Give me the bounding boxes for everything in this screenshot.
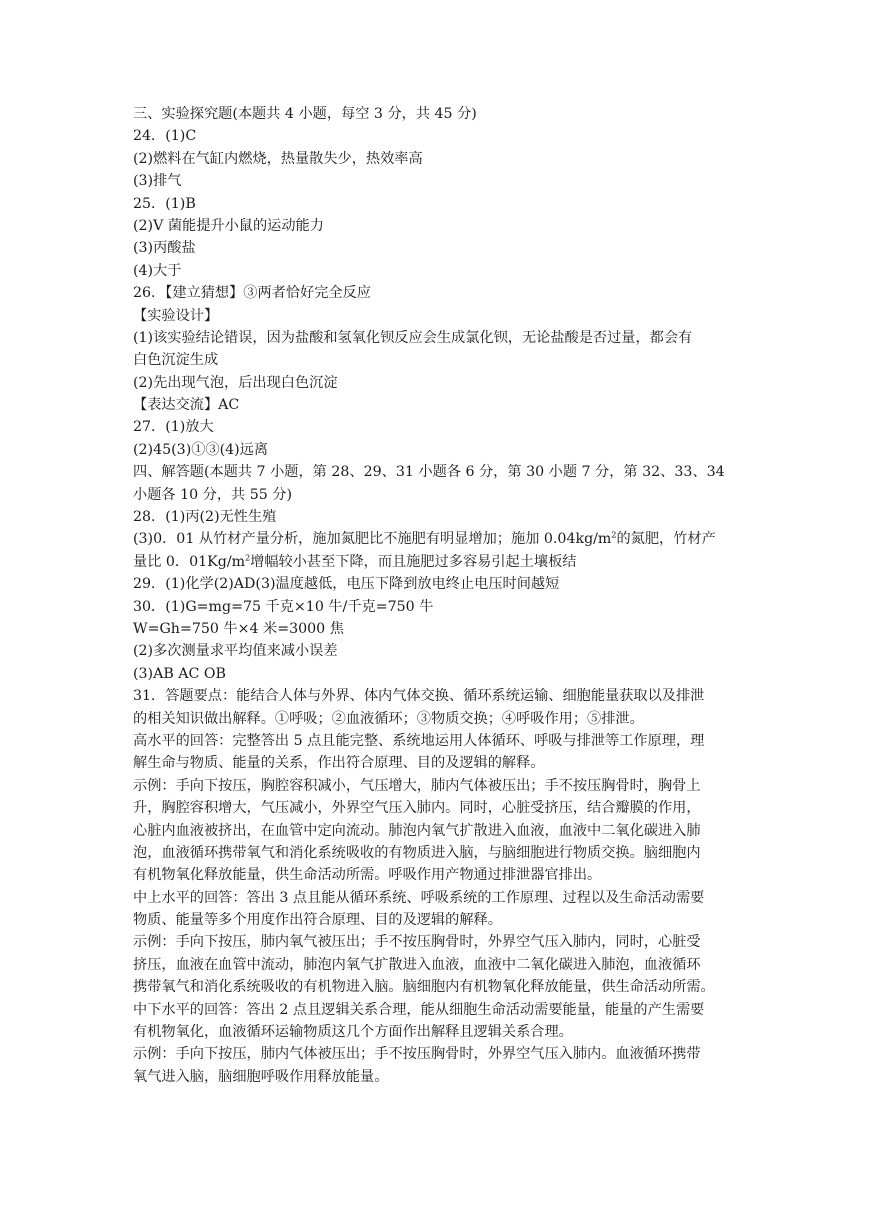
answer-line: 【实验设计】	[133, 307, 219, 324]
answer-line: 泡，血液循环携带氧气和消化系统吸收的有物质进入脑，与脑细胞进行物质交换。脑细胞内	[133, 844, 701, 861]
answer-line: (2)多次测量求平均值来减小误差	[133, 643, 338, 660]
section-heading-experiment: 三、实验探究题(本题共 4 小题，每空 3 分，共 45 分)	[133, 106, 477, 122]
answer-line: 25．(1)B	[133, 195, 196, 212]
answer-line: 【表达交流】AC	[133, 397, 240, 414]
answer-line: 心脏内血液被挤出，在血管中定向流动。肺泡内氧气扩散进入血液，血液中二氧化碳进入肺	[133, 822, 701, 839]
answer-line: (2)V 菌能提升小鼠的运动能力	[133, 217, 324, 234]
answer-line: 示例：手向下按压，肺内气体被压出；手不按压胸骨时，外界空气压入肺内。血液循环携带	[133, 1046, 701, 1063]
answer-line: 24．(1)C	[133, 128, 197, 145]
answer-line: (2)45(3)①③(4)远离	[133, 441, 269, 458]
answer-line: 26．【建立猜想】③两者恰好完全反应	[133, 285, 371, 302]
answer-line: 28．(1)丙(2)无性生殖	[133, 509, 277, 526]
answer-line: 有机物氧化，血液循环运输物质这几个方面作出解释且逻辑关系合理。	[133, 1024, 573, 1041]
answer-line: (4)大于	[133, 262, 182, 279]
answer-line: 31．答题要点：能结合人体与外界、体内气体交换、循环系统运输、细胞能量获取以及排泄	[133, 688, 705, 705]
answer-line: (3)排气	[133, 173, 182, 190]
q28-text-d: 增幅较小甚至下降，而且施肥过多容易引起土壤板结	[250, 553, 577, 570]
answer-line: (3)AB AC OB	[133, 665, 226, 682]
answer-line: 高水平的回答：完整答出 5 点且能完整、系统地运用人体循环、呼吸与排泄等工作原理，理	[133, 732, 705, 749]
answer-line: W=Gh=750 牛×4 米=3000 焦	[133, 620, 344, 637]
q28-text-c: 量比 0．01Kg/m	[133, 553, 246, 570]
answer-text	[133, 103, 743, 1088]
answer-line: 氧气进入脑，脑细胞呼吸作用释放能量。	[133, 1068, 389, 1085]
section-heading-solutions-cont: 小题各 10 分，共 55 分)	[133, 486, 292, 503]
section-heading-solutions: 四、解答题(本题共 7 小题，第 28、29、31 小题各 6 分，第 30 小题 7 分，第 32、33、34	[133, 464, 725, 481]
answer-line: 白色沉淀生成	[133, 352, 219, 369]
answer-line: 升，胸腔容积增大，气压减小，外界空气压入肺内。同时，心脏受挤压，结合瓣膜的作用，	[133, 800, 701, 817]
answer-line: (2)先出现气泡，后出现白色沉淀	[133, 374, 338, 391]
answer-line: 物质、能量等多个用度作出符合原理、目的及逻辑的解释。	[133, 912, 502, 929]
answer-line: 解生命与物质、能量的关系，作出符合原理、目的及逻辑的解释。	[133, 755, 545, 772]
answer-line: 示例：手向下按压，肺内氧气被压出；手不按压胸骨时，外界空气压入肺内，同时，心脏受	[133, 934, 701, 951]
answer-line: 挤压，血液在血管中流动，肺泡内氧气扩散进入血液，血液中二氧化碳进入肺泡，血液循环	[133, 956, 701, 973]
answer-line: 30．(1)G=mg=75 千克×10 牛/千克=750 牛	[133, 598, 434, 615]
answer-line: 中上水平的回答：答出 3 点且能从循环系统、呼吸系统的工作原理、过程以及生命活动需要	[133, 889, 705, 906]
answer-line: 29．(1)化学(2)AD(3)温度越低，电压下降到放电终止电压时间越短	[133, 576, 560, 593]
answer-line-q28-3-cont	[133, 551, 743, 573]
answer-line: 中下水平的回答：答出 2 点且逻辑关系合理，能从细胞生命活动需要能量，能量的产生需要	[133, 1001, 705, 1018]
q28-superscript: 2	[611, 530, 617, 540]
answer-line: 的相关知识做出解释。①呼吸；②血液循环；③物质交换；④呼吸作用；⑤排泄。	[133, 710, 644, 727]
answer-line: 27．(1)放大	[133, 419, 214, 436]
answer-line: 携带氧气和消化系统吸收的有机物进入脑。脑细胞内有机物氧化释放能量，供生命活动所需。	[133, 979, 715, 996]
answer-line-q28-3	[133, 528, 743, 550]
answer-line: (2)燃料在气缸内燃烧，热量散失少，热效率高	[133, 150, 423, 167]
answer-line: 有机物氧化释放能量，供生命活动所需。呼吸作用产物通过排泄器官排出。	[133, 867, 602, 884]
answer-line: (3)丙酸盐	[133, 240, 196, 257]
answer-line: 示例：手向下按压，胸腔容积减小，气压增大，肺内气体被压出；手不按压胸骨时，胸骨上	[133, 777, 701, 794]
answer-line: (1)该实验结论错误，因为盐酸和氢氧化钡反应会生成氯化钡，无论盐酸是否过量，都会有	[133, 329, 693, 346]
q28-superscript: 2	[245, 553, 251, 563]
q28-text-a: (3)0．01 从竹材产量分析，施加氮肥比不施肥有明显增加；施加 0.04kg/m	[133, 531, 612, 548]
q28-text-b: 的氮肥，竹材产	[616, 531, 716, 548]
